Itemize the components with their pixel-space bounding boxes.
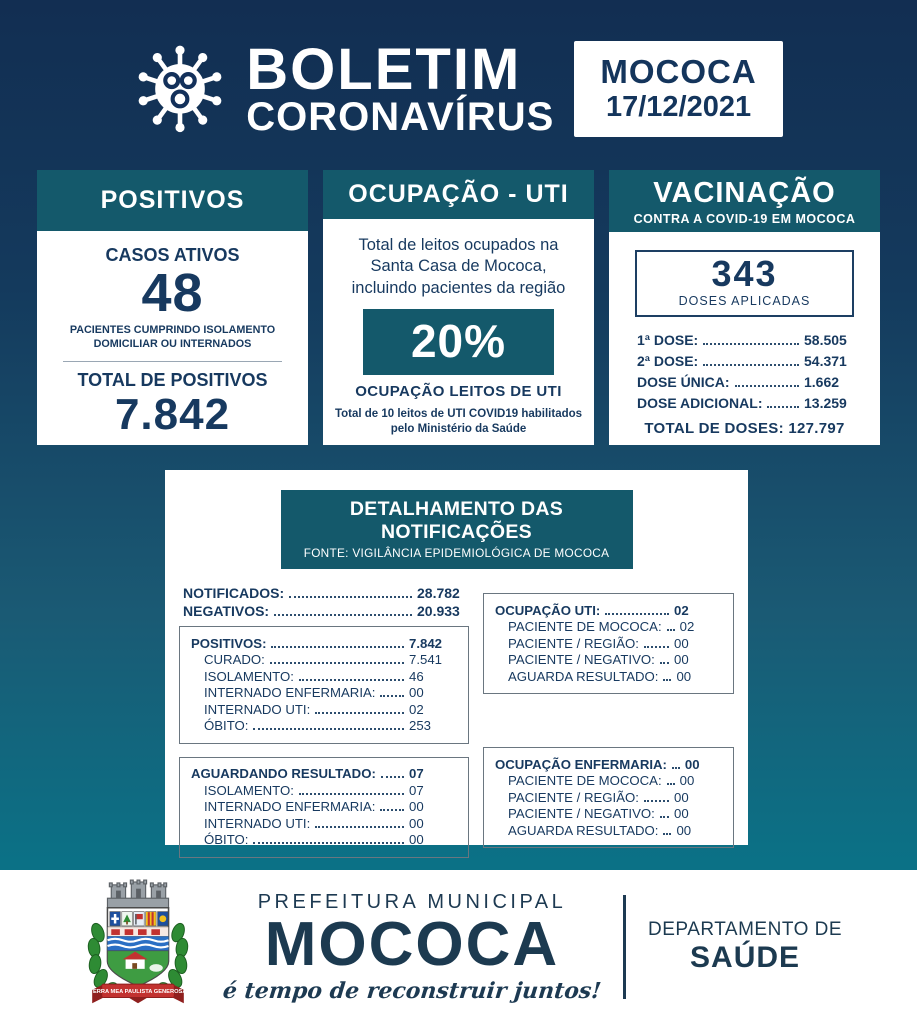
- dose-row: [637, 374, 852, 390]
- dot-leader: [299, 793, 404, 795]
- dot-leader: [667, 783, 675, 785]
- summary-label: NEGATIVOS:: [183, 603, 270, 619]
- active-cases-value: 48: [141, 262, 204, 323]
- summary-row: [183, 603, 465, 619]
- dot-leader: [644, 646, 669, 648]
- card-vacinacao-title: VACINAÇÃO: [653, 176, 836, 209]
- dot-leader: [380, 695, 404, 697]
- dot-leader: [767, 406, 799, 408]
- dot-leader: [703, 343, 799, 345]
- stat-label: PACIENTE / NEGATIVO:: [508, 652, 655, 667]
- dose-value: 13.259: [804, 395, 847, 411]
- dot-leader: [299, 679, 404, 681]
- prefecture-brand: [223, 891, 601, 1004]
- card-uti-body: [323, 219, 594, 445]
- virus-icon: [134, 36, 226, 143]
- active-cases-caption: PACIENTES CUMPRINDO ISOLAMENTO DOMICILIAR OU INTERNADOS: [69, 323, 276, 350]
- stat-row: [191, 816, 457, 831]
- prefecture-org-line: PREFEITURA MUNICIPAL: [257, 890, 567, 913]
- stat-row: [191, 799, 457, 814]
- stat-row: [495, 669, 722, 684]
- dose-row: [637, 353, 852, 369]
- dot-leader: [667, 629, 675, 631]
- card-uti-header: [323, 170, 594, 219]
- dose-value: 1.662: [804, 374, 840, 390]
- icu-occupancy-box: [483, 593, 734, 694]
- divider: [63, 361, 282, 362]
- box-header-row: [495, 757, 722, 772]
- positives-box: [179, 626, 469, 744]
- box-header-label: POSITIVOS:: [191, 635, 267, 651]
- stat-value: 253: [409, 718, 432, 733]
- page-footer: [0, 870, 917, 1024]
- detail-source: FONTE: VIGILÂNCIA EPIDEMIOLÓGICA DE MOCOCA: [303, 546, 610, 560]
- card-positivos-body: [37, 231, 308, 445]
- doses-today-value: 343: [711, 253, 778, 295]
- dot-leader: [270, 662, 404, 664]
- footer-divider: [623, 895, 626, 999]
- stat-row: [191, 685, 457, 700]
- city-date-badge: [574, 41, 782, 136]
- dot-leader: [644, 800, 669, 802]
- awaiting-result-box: [179, 757, 469, 858]
- doses-today-label: DOSES APLICADAS: [678, 294, 811, 308]
- card-vacinacao: [609, 170, 880, 445]
- box-header-row: [191, 766, 457, 781]
- doses-total: [619, 420, 870, 437]
- summary-row: [183, 585, 465, 601]
- notifications-detail-panel: [165, 470, 748, 845]
- title-line2: CORONAVÍRUS: [246, 94, 555, 139]
- dose-label: 1ª DOSE:: [637, 332, 699, 348]
- total-positives-value: 7.842: [114, 390, 231, 439]
- stat-label: PACIENTE DE MOCOCA:: [508, 773, 662, 788]
- card-positivos-header: [37, 170, 308, 231]
- dept-line1: DEPARTAMENTO DE: [648, 919, 843, 940]
- crest-motto: TERRA MEA PAULISTA GENEROSA: [89, 988, 187, 995]
- stat-label: INTERNADO ENFERMARIA:: [204, 685, 376, 700]
- stat-label: PACIENTE / REGIÃO:: [508, 635, 639, 651]
- box-header-row: [495, 603, 722, 618]
- detail-left-column: [179, 583, 469, 858]
- page-title: [246, 37, 555, 139]
- box-header-value: 00: [684, 756, 700, 772]
- prefecture-tagline: é tempo de reconstruir juntos!: [221, 977, 603, 1004]
- dose-label: DOSE ÚNICA:: [637, 374, 730, 390]
- stat-label: CURADO:: [204, 652, 265, 667]
- stat-row: [495, 823, 722, 838]
- stat-value: 46: [409, 668, 424, 684]
- total-positives-label: TOTAL DE POSITIVOS: [77, 370, 268, 390]
- dose-label: DOSE ADICIONAL:: [637, 395, 763, 411]
- card-vacinacao-header: [609, 170, 880, 232]
- mococa-coat-of-arms: [75, 877, 201, 1018]
- page-header: [0, 28, 917, 150]
- stat-value: 00: [674, 789, 689, 805]
- box-header-value: 02: [674, 602, 689, 618]
- summary-cards: [37, 170, 880, 445]
- stat-row: [495, 806, 722, 821]
- dot-leader: [253, 728, 404, 730]
- stat-value: 02: [409, 701, 424, 717]
- stat-label: ISOLAMENTO:: [204, 782, 294, 798]
- active-cases-label: CASOS ATIVOS: [105, 244, 240, 265]
- box-header-value: 07: [409, 766, 424, 781]
- dot-leader: [703, 364, 799, 366]
- stat-value: 07: [409, 782, 424, 798]
- ward-occupancy-box: [483, 747, 734, 848]
- summary-value: 28.782: [417, 585, 460, 601]
- doses-list: [619, 325, 870, 411]
- dot-leader: [663, 833, 671, 835]
- stat-row: [191, 783, 457, 798]
- stat-label: AGUARDA RESULTADO:: [508, 822, 659, 838]
- badge-city: MOCOCA: [600, 53, 757, 91]
- stat-row: [495, 652, 722, 667]
- box-header-label: OCUPAÇÃO UTI:: [495, 602, 601, 618]
- card-positivos-title: POSITIVOS: [100, 185, 245, 214]
- uti-description: Total de leitos ocupados na Santa Casa de Mococa, incluindo pacientes da região: [351, 235, 566, 297]
- stat-label: INTERNADO UTI:: [204, 701, 311, 717]
- stat-row: [495, 773, 722, 788]
- stat-row: [495, 636, 722, 651]
- box-header-value: 7.842: [409, 635, 443, 651]
- stat-label: PACIENTE / REGIÃO:: [508, 789, 639, 805]
- stat-value: 7.541: [409, 652, 443, 667]
- uti-percent-box: [363, 309, 554, 375]
- box-header-row: [191, 636, 457, 651]
- stat-label: ÓBITO:: [204, 718, 249, 733]
- doses-total-value: 127.797: [788, 420, 845, 437]
- dose-row: [637, 332, 852, 348]
- dose-value: 54.371: [804, 353, 847, 369]
- stat-value: 00: [679, 773, 695, 788]
- title-line1: BOLETIM: [246, 37, 522, 103]
- dot-leader: [315, 826, 404, 828]
- prefecture-city: MOCOCA: [264, 909, 560, 979]
- doses-total-label: TOTAL DE DOSES:: [644, 420, 784, 437]
- card-vacinacao-body: [609, 232, 880, 445]
- stat-label: INTERNADO ENFERMARIA:: [204, 799, 376, 814]
- stat-value: 00: [674, 652, 689, 667]
- dot-leader: [289, 596, 412, 598]
- box-header-label: AGUARDANDO RESULTADO:: [191, 766, 376, 781]
- stat-row: [191, 718, 457, 733]
- stat-value: 00: [409, 799, 424, 814]
- badge-date: 17/12/2021: [605, 91, 752, 124]
- dot-leader: [660, 816, 669, 818]
- detail-header: [281, 490, 633, 569]
- dot-leader: [605, 613, 669, 615]
- dot-leader: [274, 614, 412, 616]
- dot-leader: [660, 662, 669, 664]
- card-positivos: [37, 170, 308, 445]
- stat-value: 00: [409, 832, 424, 847]
- box-header-label: OCUPAÇÃO ENFERMARIA:: [495, 756, 667, 772]
- stat-row: [495, 790, 722, 805]
- dept-line2: SAÚDE: [690, 941, 801, 974]
- stat-row: [191, 652, 457, 667]
- dot-leader: [315, 712, 404, 714]
- stat-label: PACIENTE / NEGATIVO:: [508, 806, 655, 821]
- dose-row: [637, 395, 852, 411]
- detail-right-column: [483, 583, 734, 858]
- dose-value: 58.505: [804, 332, 847, 348]
- dot-leader: [381, 776, 404, 778]
- stat-value: 02: [679, 619, 695, 634]
- dot-leader: [271, 646, 404, 648]
- stat-label: INTERNADO UTI:: [204, 815, 311, 831]
- summary-label: NOTIFICADOS:: [183, 585, 285, 601]
- uti-percent-label: OCUPAÇÃO LEITOS DE UTI: [355, 383, 562, 401]
- uti-footnote: Total de 10 leitos de UTI COVID19 habilitados pelo Ministério da Saúde: [334, 408, 583, 436]
- dot-leader: [672, 767, 680, 769]
- stat-value: 00: [676, 668, 692, 684]
- stat-row: [191, 669, 457, 684]
- detail-title: DETALHAMENTO DAS NOTIFICAÇÕES: [349, 498, 564, 543]
- health-department-block: [648, 919, 842, 975]
- stat-value: 00: [409, 815, 424, 831]
- dot-leader: [380, 809, 404, 811]
- uti-percent-value: 20%: [410, 315, 507, 368]
- stat-value: 00: [409, 685, 424, 700]
- card-uti: [323, 170, 594, 445]
- card-vacinacao-subtitle: CONTRA A COVID-19 EM MOCOCA: [633, 211, 856, 226]
- stat-row: [191, 702, 457, 717]
- dot-leader: [253, 842, 404, 844]
- stat-value: 00: [674, 806, 689, 821]
- stat-value: 00: [674, 635, 689, 651]
- stat-label: ÓBITO:: [204, 832, 249, 847]
- card-uti-title: OCUPAÇÃO - UTI: [348, 179, 569, 208]
- doses-today-box: [635, 250, 854, 317]
- stat-value: 00: [676, 822, 692, 838]
- dot-leader: [663, 679, 671, 681]
- summary-value: 20.933: [417, 603, 460, 619]
- stat-label: ISOLAMENTO:: [204, 668, 294, 684]
- dot-leader: [735, 385, 799, 387]
- stat-row: [191, 832, 457, 847]
- stat-row: [495, 619, 722, 634]
- dose-label: 2ª DOSE:: [637, 353, 699, 369]
- stat-label: PACIENTE DE MOCOCA:: [508, 619, 662, 634]
- stat-label: AGUARDA RESULTADO:: [508, 668, 659, 684]
